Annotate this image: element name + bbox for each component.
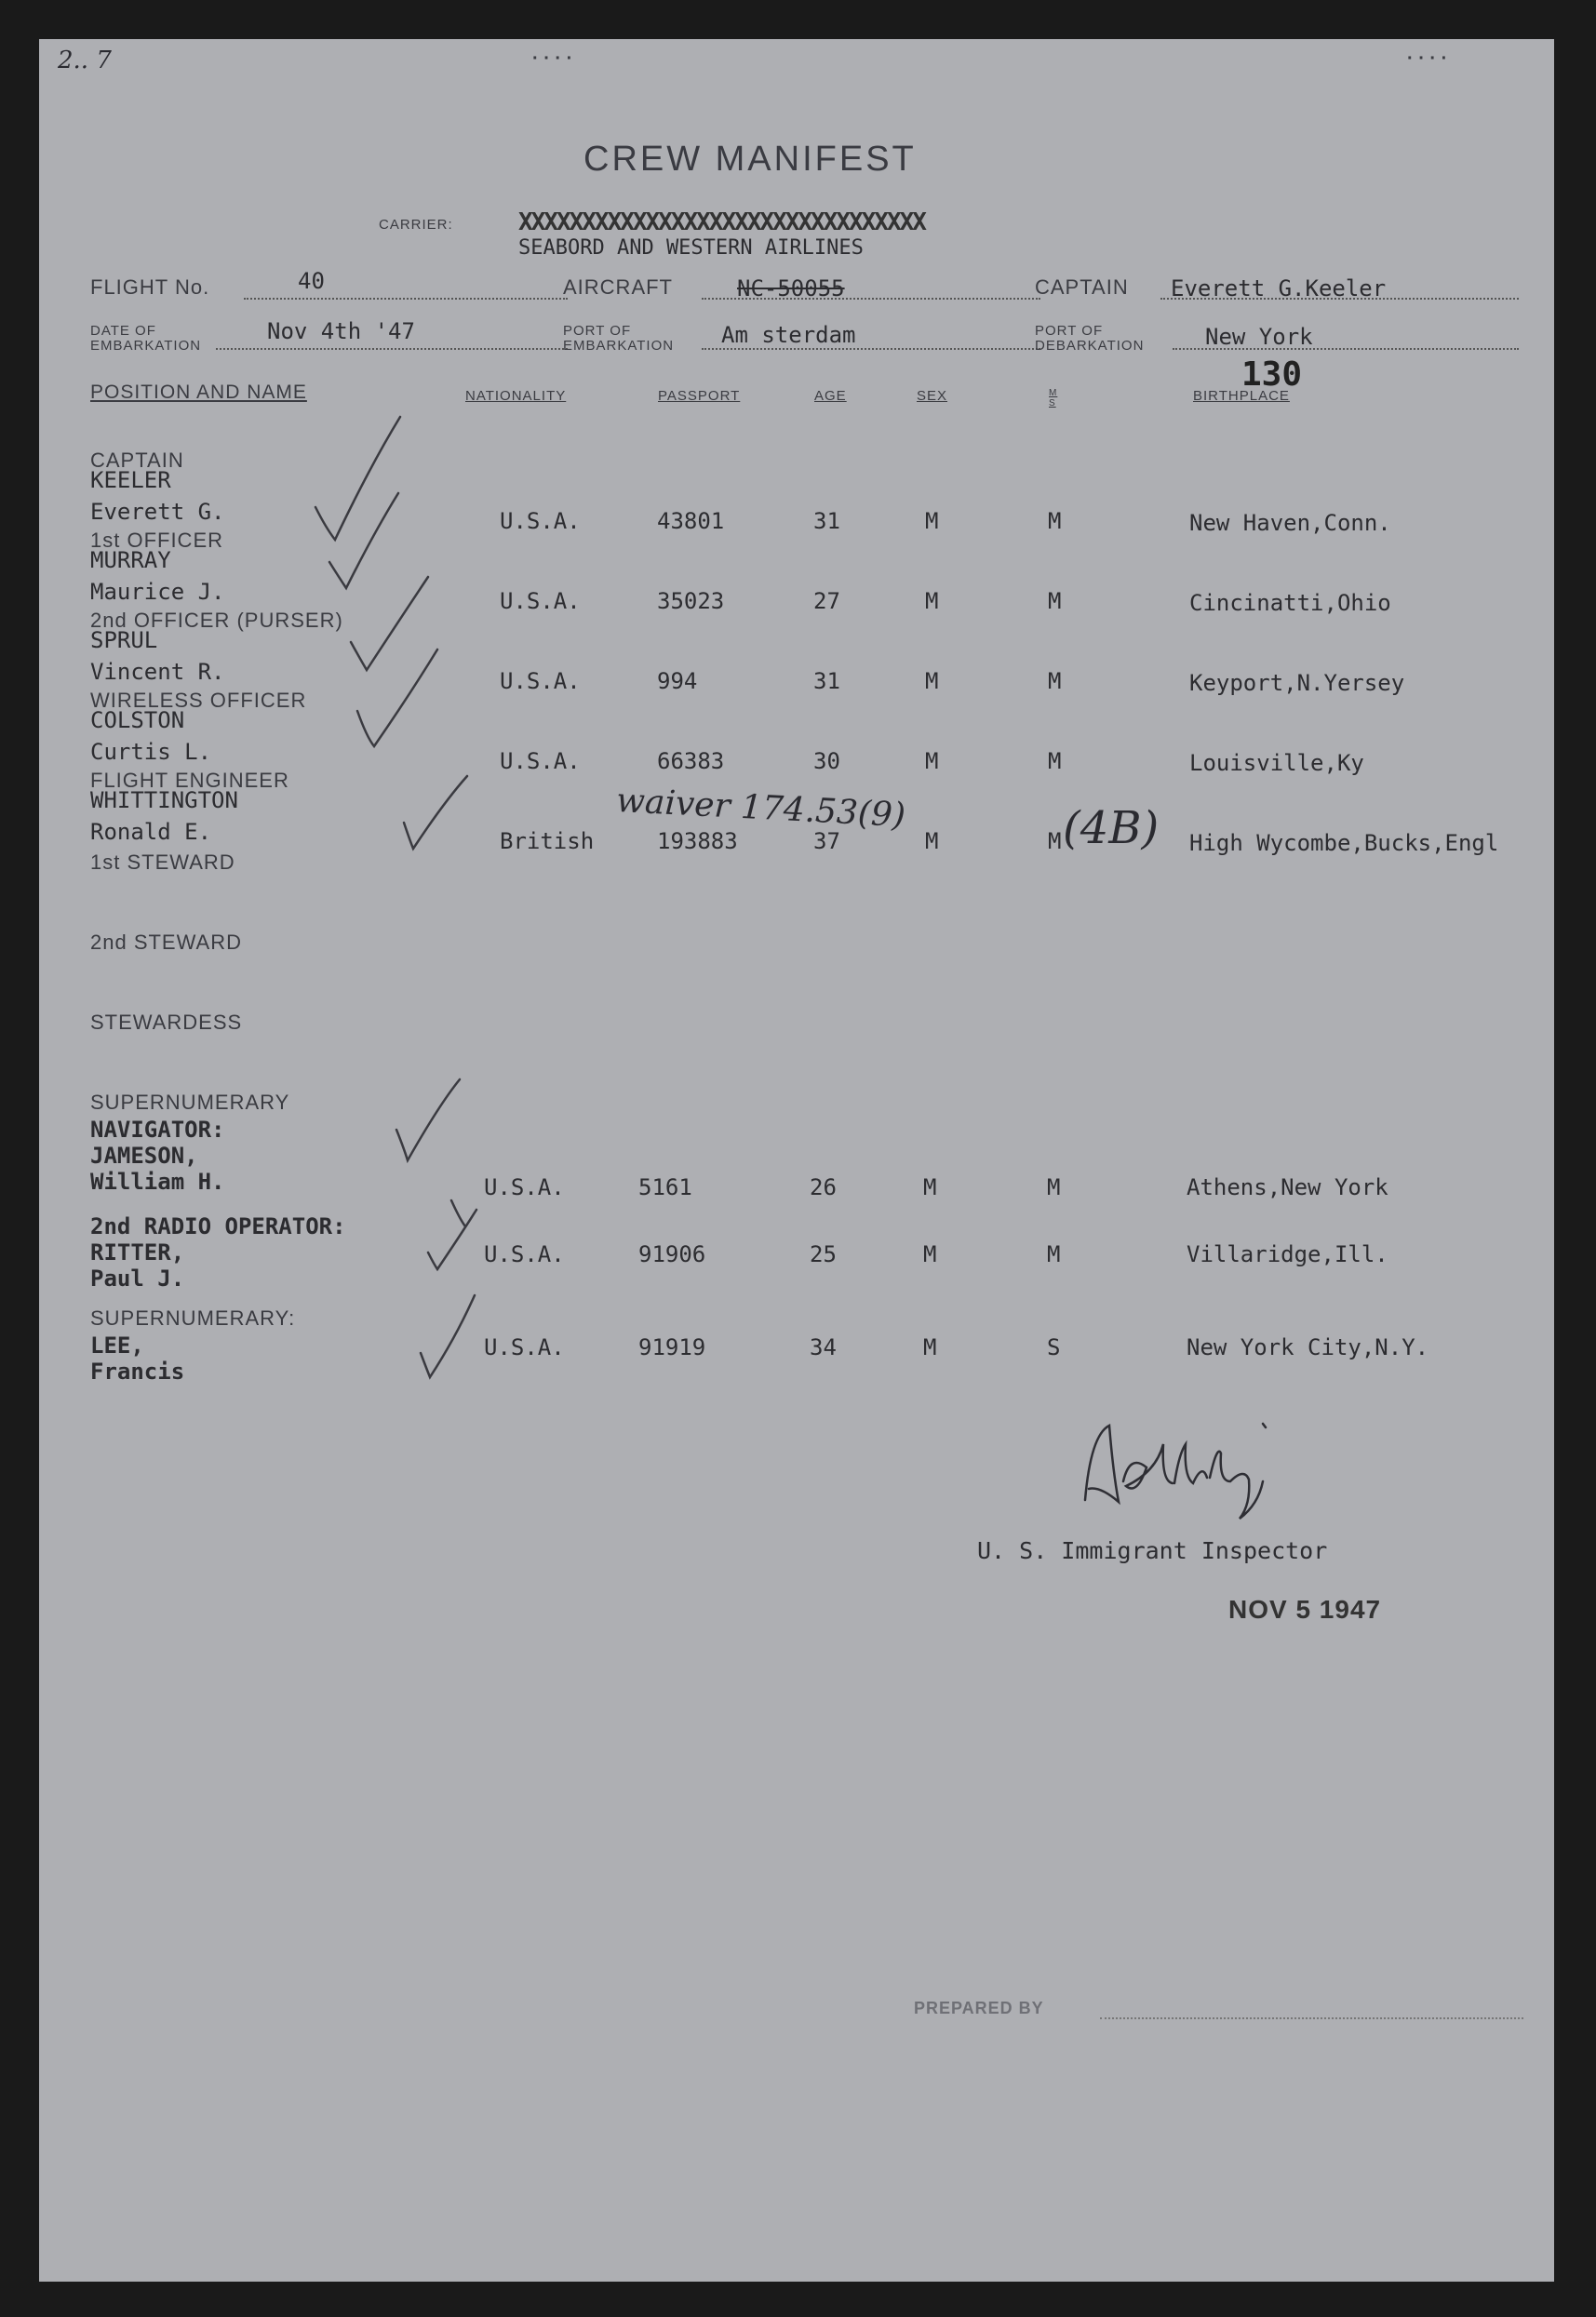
extra-crew-position-sub: NAVIGATOR: [90,1117,225,1143]
corner-mark-right: · · · · [1407,48,1448,69]
check-mark [428,1210,476,1269]
crew-sex: M [925,588,939,614]
crew-marital-status: M [1048,588,1062,614]
extra-crew-passport: 91906 [638,1241,706,1267]
port-debarkation-label: PORT OF DEBARKATION [1035,323,1145,354]
crew-birthplace: Cincinatti,Ohio [1189,590,1391,616]
extra-crew-given-name: Paul J. [90,1266,185,1292]
crew-given-name: Maurice J. [90,579,225,605]
crew-position: FLIGHT ENGINEER [90,769,289,792]
crew-nationality: British [500,828,595,854]
col-nationality: NATIONALITY [465,388,567,404]
crew-nationality: U.S.A. [500,508,581,534]
crew-position: WIRELESS OFFICER [90,689,307,712]
carrier-struck-text: XXXXXXXXXXXXXXXXXXXXXXXXXXXXXXXX [518,208,925,236]
handwritten-4b: (4B) [1063,802,1160,854]
crew-given-name: Curtis L. [90,739,212,765]
aircraft-label: AIRCRAFT [563,275,673,299]
crew-sex: M [925,508,939,534]
extra-crew-passport: 5161 [638,1174,692,1200]
handwritten-waiver: waiver 174.53(9) [615,781,906,836]
crew-given-name: Ronald E. [90,819,212,845]
crew-nationality: U.S.A. [500,588,581,614]
extra-crew-age: 25 [810,1241,837,1267]
crew-given-name: Vincent R. [90,659,225,685]
prepared-by-dots [1100,2017,1523,2019]
crew-position: CAPTAIN [90,449,184,472]
col-age: AGE [814,388,847,404]
crew-given-name: Everett G. [90,499,225,525]
extra-crew-sex: M [923,1174,937,1200]
prepared-by-label: PREPARED BY [914,1999,1044,2017]
crew-age: 37 [813,828,840,854]
check-mark [421,1295,475,1377]
captain-label: CAPTAIN [1035,275,1129,299]
flight-label: FLIGHT No. [90,275,210,299]
check-mark [329,493,398,588]
crew-birthplace: Keyport,N.Yersey [1189,670,1405,696]
corner-mark-center: · · · · [532,48,573,69]
crew-marital-status: M [1048,748,1062,774]
crew-age: 31 [813,508,840,534]
captain-value: Everett G.Keeler [1171,275,1387,301]
port-debarkation-value: New York [1205,324,1313,350]
crew-marital-status: M [1048,508,1062,534]
stamp-date: NOV 5 1947 [1228,1595,1382,1624]
extra-crew-nationality: U.S.A. [484,1334,565,1360]
flight-number: 40 [298,268,325,294]
crew-passport: 43801 [657,508,725,534]
crew-age: 30 [813,748,840,774]
extra-crew-given-name: Francis [90,1359,185,1385]
crew-marital-status: M [1048,668,1062,694]
crew-age: 31 [813,668,840,694]
col-passport: PASSPORT [658,388,741,404]
extra-crew-nationality: U.S.A. [484,1174,565,1200]
extra-crew-nationality: U.S.A. [484,1241,565,1267]
crew-surname: COLSTON [90,707,185,733]
carrier-label: CARRIER: [379,217,453,233]
crew-birthplace: New Haven,Conn. [1189,510,1391,536]
crew-passport: 193883 [657,828,738,854]
crew-birthplace: Louisville,Ky [1189,750,1364,776]
extra-crew-position: 2nd RADIO OPERATOR: [90,1213,346,1239]
manifest-sheet [39,39,1554,2282]
check-mark [451,1200,465,1226]
carrier-name: SEABORD AND WESTERN AIRLINES [518,236,864,260]
extra-crew-birthplace: New York City,N.Y. [1187,1334,1429,1360]
check-mark [396,1079,460,1160]
crew-passport: 66383 [657,748,725,774]
col-sex: SEX [917,388,948,404]
inspector-label: U. S. Immigrant Inspector [977,1537,1328,1564]
check-marks [39,39,1554,2282]
position-2nd-steward: 2nd STEWARD [90,931,243,954]
port-embarkation-value: Am sterdam [721,322,856,348]
extra-crew-sex: M [923,1241,937,1267]
crew-position: 1st OFFICER [90,529,224,552]
crew-nationality: U.S.A. [500,668,581,694]
crew-marital-status: M [1048,828,1062,854]
col-position: POSITION AND NAME [90,382,307,403]
check-mark [351,577,428,670]
crew-surname: WHITTINGTON [90,787,238,813]
crew-surname: MURRAY [90,547,171,573]
check-mark [315,417,400,540]
extra-crew-age: 26 [810,1174,837,1200]
extra-crew-birthplace: Athens,New York [1187,1174,1388,1200]
col-birthplace: BIRTHPLACE [1193,388,1290,404]
extra-crew-position: SUPERNUMERARY: [90,1306,296,1330]
port-embarkation-label: PORT OF EMBARKATION [563,323,675,354]
crew-sex: M [925,828,939,854]
corner-mark-left: 2.. 7 [58,47,112,74]
crew-birthplace: High Wycombe,Bucks,Engl [1189,830,1499,856]
crew-surname: SPRUL [90,627,158,653]
inspector-signature [1072,1416,1314,1528]
date-embarkation-label: DATE OF EMBARKATION [90,323,202,354]
crew-passport: 35023 [657,588,725,614]
date-embarkation-value: Nov 4th '47 [267,318,415,344]
extra-crew-surname: JAMESON, [90,1143,198,1169]
position-stewardess: STEWARDESS [90,1011,243,1034]
extra-crew-surname: RITTER, [90,1239,185,1266]
extra-crew-marital-status: S [1047,1334,1061,1360]
aircraft-value: NC-50055 [737,275,845,301]
extra-crew-sex: M [923,1334,937,1360]
crew-surname: KEELER [90,467,171,493]
crew-passport: 994 [657,668,698,694]
page-number: 130 [1241,355,1303,394]
crew-age: 27 [813,588,840,614]
col-ms: M S [1049,388,1058,408]
extra-crew-birthplace: Villaridge,Ill. [1187,1241,1388,1267]
crew-position: 2nd OFFICER (PURSER) [90,609,343,632]
extra-crew-surname: LEE, [90,1333,144,1359]
extra-crew-given-name: William H. [90,1169,225,1195]
extra-crew-marital-status: M [1047,1241,1061,1267]
crew-sex: M [925,668,939,694]
extra-crew-marital-status: M [1047,1174,1061,1200]
extra-crew-age: 34 [810,1334,837,1360]
extra-crew-position: SUPERNUMERARY [90,1091,290,1114]
check-mark [404,776,467,849]
crew-sex: M [925,748,939,774]
position-1st-steward: 1st STEWARD [90,850,235,874]
extra-crew-passport: 91919 [638,1334,706,1360]
page-title: CREW MANIFEST [583,140,917,179]
crew-nationality: U.S.A. [500,748,581,774]
